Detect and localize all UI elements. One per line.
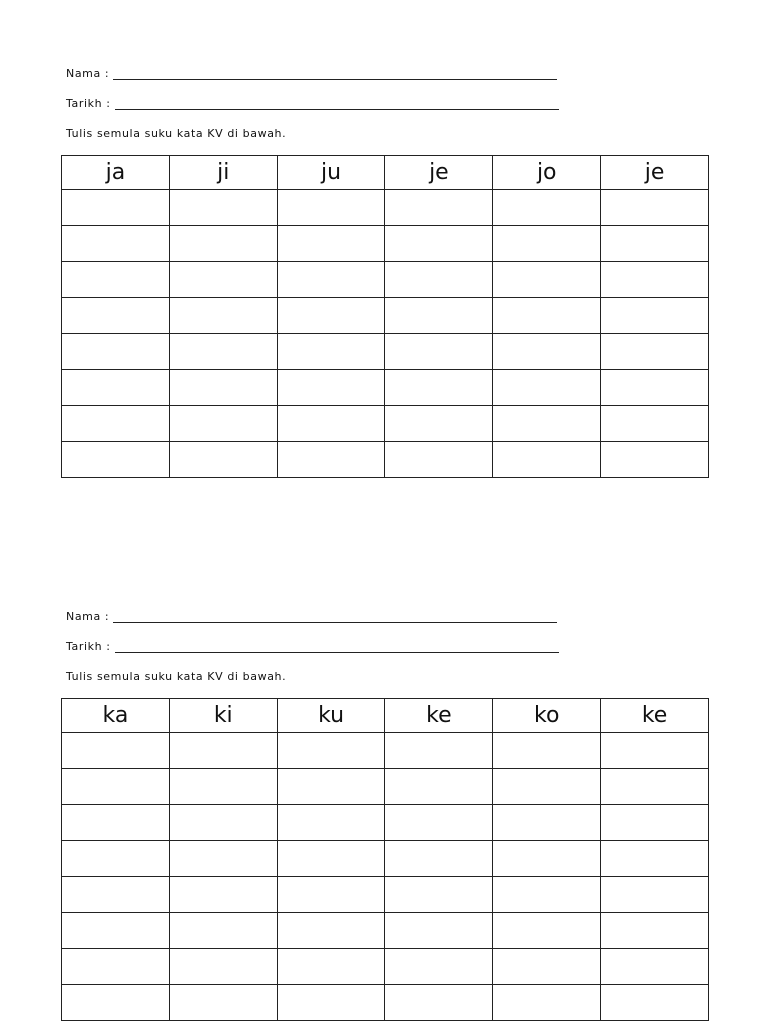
writing-cell[interactable] — [277, 370, 385, 406]
writing-cell[interactable] — [62, 805, 170, 841]
writing-cell[interactable] — [385, 226, 493, 262]
writing-cell[interactable] — [493, 877, 601, 913]
syllable-header: ke — [601, 699, 709, 733]
name-field[interactable] — [113, 610, 557, 623]
writing-cell[interactable] — [277, 190, 385, 226]
writing-cell[interactable] — [601, 370, 709, 406]
writing-cell[interactable] — [493, 913, 601, 949]
writing-cell[interactable] — [169, 985, 277, 1021]
writing-cell[interactable] — [601, 841, 709, 877]
writing-cell[interactable] — [169, 262, 277, 298]
writing-cell[interactable] — [601, 985, 709, 1021]
writing-cell[interactable] — [493, 805, 601, 841]
writing-cell[interactable] — [62, 949, 170, 985]
writing-cell[interactable] — [601, 733, 709, 769]
writing-cell[interactable] — [169, 949, 277, 985]
writing-cell[interactable] — [277, 841, 385, 877]
writing-cell[interactable] — [62, 370, 170, 406]
instruction-text: Tulis semula suku kata KV di bawah. — [66, 127, 287, 140]
table-row — [62, 190, 709, 226]
writing-cell[interactable] — [601, 949, 709, 985]
date-label: Tarikh : — [66, 97, 111, 110]
writing-cell[interactable] — [493, 406, 601, 442]
syllable-header: ki — [169, 699, 277, 733]
table-row — [62, 877, 709, 913]
syllable-header: jo — [493, 156, 601, 190]
table-row — [62, 226, 709, 262]
writing-cell[interactable] — [277, 262, 385, 298]
writing-cell[interactable] — [169, 733, 277, 769]
writing-cell[interactable] — [62, 733, 170, 769]
date-line — [66, 97, 559, 110]
table-row — [62, 370, 709, 406]
name-label: Nama : — [66, 610, 110, 623]
writing-cell[interactable] — [385, 913, 493, 949]
writing-cell[interactable] — [601, 406, 709, 442]
writing-cell[interactable] — [493, 262, 601, 298]
table-row — [62, 334, 709, 370]
writing-cell[interactable] — [169, 769, 277, 805]
table-row — [62, 406, 709, 442]
writing-cell[interactable] — [277, 334, 385, 370]
table-row — [62, 442, 709, 478]
table-row — [62, 733, 709, 769]
writing-cell[interactable] — [62, 262, 170, 298]
writing-cell[interactable] — [277, 985, 385, 1021]
name-line — [66, 610, 557, 623]
writing-cell[interactable] — [169, 805, 277, 841]
syllable-table — [61, 155, 709, 478]
table-row — [62, 949, 709, 985]
writing-cell[interactable] — [601, 298, 709, 334]
name-field[interactable] — [113, 67, 557, 80]
writing-cell[interactable] — [601, 262, 709, 298]
writing-cell[interactable] — [385, 841, 493, 877]
writing-cell[interactable] — [62, 190, 170, 226]
writing-cell[interactable] — [169, 370, 277, 406]
writing-cell[interactable] — [277, 733, 385, 769]
writing-cell[interactable] — [169, 226, 277, 262]
syllable-header: ko — [493, 699, 601, 733]
writing-cell[interactable] — [169, 913, 277, 949]
table-row — [62, 805, 709, 841]
writing-cell[interactable] — [385, 985, 493, 1021]
writing-cell[interactable] — [385, 190, 493, 226]
writing-cell[interactable] — [493, 985, 601, 1021]
table-row — [62, 769, 709, 805]
writing-cell[interactable] — [62, 226, 170, 262]
writing-cell[interactable] — [169, 190, 277, 226]
writing-cell[interactable] — [277, 805, 385, 841]
writing-cell[interactable] — [493, 226, 601, 262]
writing-cell[interactable] — [62, 841, 170, 877]
writing-cell[interactable] — [277, 769, 385, 805]
writing-cell[interactable] — [385, 298, 493, 334]
writing-cell[interactable] — [277, 949, 385, 985]
table-row — [62, 841, 709, 877]
instruction-text: Tulis semula suku kata KV di bawah. — [66, 670, 287, 683]
writing-cell[interactable] — [385, 442, 493, 478]
date-field[interactable] — [115, 97, 559, 110]
writing-cell[interactable] — [601, 334, 709, 370]
writing-cell[interactable] — [169, 442, 277, 478]
syllable-header: ji — [169, 156, 277, 190]
writing-cell[interactable] — [62, 913, 170, 949]
writing-cell[interactable] — [277, 913, 385, 949]
writing-cell[interactable] — [385, 769, 493, 805]
syllable-header: ju — [277, 156, 385, 190]
writing-cell[interactable] — [601, 877, 709, 913]
syllable-header: je — [385, 156, 493, 190]
writing-cell[interactable] — [277, 406, 385, 442]
writing-cell[interactable] — [62, 334, 170, 370]
writing-cell[interactable] — [493, 334, 601, 370]
writing-cell[interactable] — [277, 226, 385, 262]
writing-cell[interactable] — [62, 877, 170, 913]
writing-cell[interactable] — [169, 841, 277, 877]
writing-cell[interactable] — [493, 841, 601, 877]
writing-cell[interactable] — [385, 262, 493, 298]
writing-cell[interactable] — [493, 190, 601, 226]
writing-cell[interactable] — [601, 769, 709, 805]
table-row — [62, 913, 709, 949]
writing-cell[interactable] — [493, 733, 601, 769]
table-row — [62, 262, 709, 298]
writing-cell[interactable] — [385, 805, 493, 841]
writing-cell[interactable] — [385, 949, 493, 985]
writing-cell[interactable] — [493, 769, 601, 805]
writing-cell[interactable] — [493, 949, 601, 985]
date-label: Tarikh : — [66, 640, 111, 653]
date-field[interactable] — [115, 640, 559, 653]
writing-cell[interactable] — [169, 877, 277, 913]
writing-cell[interactable] — [493, 442, 601, 478]
writing-cell[interactable] — [169, 298, 277, 334]
writing-cell[interactable] — [277, 298, 385, 334]
syllable-header: ku — [277, 699, 385, 733]
name-label: Nama : — [66, 67, 110, 80]
table-row — [62, 985, 709, 1021]
writing-cell[interactable] — [62, 406, 170, 442]
writing-cell[interactable] — [277, 877, 385, 913]
header-row — [62, 699, 709, 733]
writing-cell[interactable] — [62, 442, 170, 478]
writing-cell[interactable] — [169, 406, 277, 442]
writing-cell[interactable] — [62, 985, 170, 1021]
writing-cell[interactable] — [385, 370, 493, 406]
syllable-header: ka — [62, 699, 170, 733]
writing-cell[interactable] — [385, 733, 493, 769]
writing-cell[interactable] — [493, 370, 601, 406]
table-row — [62, 298, 709, 334]
writing-cell[interactable] — [385, 334, 493, 370]
syllable-header: ke — [385, 699, 493, 733]
writing-cell[interactable] — [493, 298, 601, 334]
syllable-header: ja — [62, 156, 170, 190]
writing-cell[interactable] — [601, 226, 709, 262]
date-line — [66, 640, 559, 653]
header-row — [62, 156, 709, 190]
writing-cell[interactable] — [601, 190, 709, 226]
name-line — [66, 67, 557, 80]
writing-cell[interactable] — [385, 877, 493, 913]
writing-cell[interactable] — [62, 769, 170, 805]
writing-cell[interactable] — [601, 913, 709, 949]
writing-cell[interactable] — [601, 442, 709, 478]
writing-cell[interactable] — [277, 442, 385, 478]
writing-cell[interactable] — [169, 334, 277, 370]
writing-cell[interactable] — [62, 298, 170, 334]
syllable-table — [61, 698, 709, 1021]
writing-cell[interactable] — [601, 805, 709, 841]
syllable-header: je — [601, 156, 709, 190]
writing-cell[interactable] — [385, 406, 493, 442]
